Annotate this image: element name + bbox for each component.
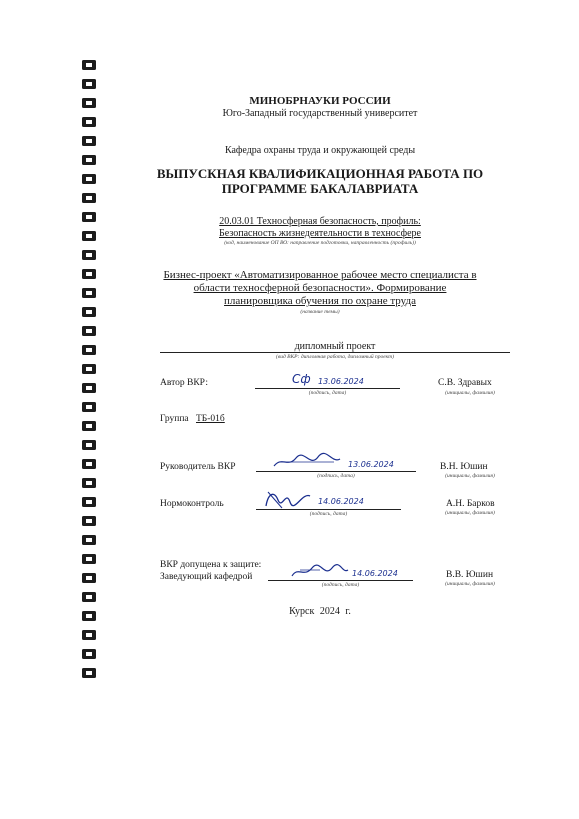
document-title-line2: ПРОГРАММЕ БАКАЛАВРИАТА bbox=[221, 181, 419, 196]
norm-control-name: А.Н. Барков bbox=[446, 499, 495, 509]
norm-control-sign-line bbox=[256, 509, 401, 510]
binding-hole bbox=[86, 557, 92, 561]
head-of-department-label: Заведующий кафедрой bbox=[160, 572, 253, 582]
binding-hole bbox=[86, 234, 92, 238]
author-label: Автор ВКР: bbox=[160, 378, 208, 388]
head-sign-date: 14.06.2024 bbox=[352, 569, 398, 578]
binding-hole bbox=[86, 481, 92, 485]
binding-hole bbox=[86, 443, 92, 447]
head-name-caption: (инициалы, фамилия) bbox=[445, 581, 495, 587]
work-type-caption: (вид ВКР: дипломная работа, дипломный проект) bbox=[276, 354, 394, 360]
department-name: Кафедра охраны труда и окружающей среды bbox=[224, 145, 416, 156]
author-name-caption: (инициалы, фамилия) bbox=[445, 390, 495, 396]
binding-hole bbox=[86, 367, 92, 371]
binding-hole bbox=[86, 576, 92, 580]
direction-caption: (код, наименование ОП ВО: направление подготовки, направленность (профиль)) bbox=[224, 240, 416, 246]
norm-control-label: Нормоконтроль bbox=[160, 499, 224, 509]
binding-hole bbox=[86, 196, 92, 200]
work-type-line bbox=[160, 352, 510, 353]
binding-hole bbox=[86, 272, 92, 276]
binding-hole bbox=[86, 595, 92, 599]
binding-hole bbox=[86, 82, 92, 86]
binding-hole bbox=[86, 671, 92, 675]
binding-hole bbox=[86, 139, 92, 143]
binding-hole bbox=[86, 63, 92, 67]
topic-line2: области техносферной безопасности». Формирование bbox=[193, 282, 447, 294]
binding-hole bbox=[86, 310, 92, 314]
binding-hole bbox=[86, 500, 92, 504]
binding-hole bbox=[86, 614, 92, 618]
head-sign-line bbox=[268, 580, 413, 581]
topic-caption: (название темы) bbox=[300, 309, 340, 315]
author-sign-date: 13.06.2024 bbox=[318, 377, 364, 386]
binding-hole bbox=[86, 538, 92, 542]
norm-control-sign-date: 14.06.2024 bbox=[318, 497, 364, 506]
binding-hole bbox=[86, 405, 92, 409]
binding-hole bbox=[86, 120, 92, 124]
head-signature bbox=[290, 562, 350, 582]
binding-hole bbox=[86, 386, 92, 390]
group-label: Группа bbox=[160, 414, 189, 424]
work-type: дипломный проект bbox=[294, 341, 376, 352]
author-sign-line bbox=[255, 388, 400, 389]
binding-hole bbox=[86, 215, 92, 219]
binding-hole bbox=[86, 329, 92, 333]
supervisor-sign-caption: (подпись, дата) bbox=[317, 473, 355, 479]
topic-line3: планировщика обучения по охране труда bbox=[224, 295, 416, 307]
city-year: Курск 2024 г. bbox=[289, 606, 351, 617]
binding-hole bbox=[86, 519, 92, 523]
document-title-line1: ВЫПУСКНАЯ КВАЛИФИКАЦИОННАЯ РАБОТА ПО bbox=[156, 166, 484, 181]
binding-hole bbox=[86, 348, 92, 352]
binding-hole bbox=[86, 101, 92, 105]
supervisor-name-caption: (инициалы, фамилия) bbox=[445, 473, 495, 479]
group-value: ТБ-01б bbox=[196, 414, 225, 424]
ministry-heading: МИНОБРНАУКИ РОССИИ bbox=[249, 95, 391, 107]
university-name: Юго-Западный государственный университет bbox=[222, 108, 418, 119]
binding-hole bbox=[86, 177, 92, 181]
topic-line1: Бизнес-проект «Автоматизированное рабочее место специалиста в bbox=[163, 269, 477, 281]
author-sign-caption: (подпись, дата) bbox=[308, 390, 347, 396]
admission-label: ВКР допущена к защите: bbox=[160, 560, 262, 570]
supervisor-sign-date: 13.06.2024 bbox=[348, 460, 394, 469]
supervisor-signature bbox=[272, 452, 342, 472]
head-name: В.В. Юшин bbox=[446, 570, 494, 580]
author-name: С.В. Здравых bbox=[438, 378, 492, 388]
binding-hole bbox=[86, 291, 92, 295]
norm-control-name-caption: (инициалы, фамилия) bbox=[445, 510, 495, 516]
binding-hole bbox=[86, 652, 92, 656]
norm-control-sign-caption: (подпись, дата) bbox=[309, 511, 348, 517]
binding-hole bbox=[86, 253, 92, 257]
author-signature: Сф bbox=[292, 372, 311, 386]
direction-line2: Безопасность жизнедеятельности в техносфере bbox=[219, 228, 421, 239]
binding-hole bbox=[86, 424, 92, 428]
binding-hole bbox=[86, 633, 92, 637]
binding-hole bbox=[86, 158, 92, 162]
head-sign-caption: (подпись, дата) bbox=[321, 582, 360, 588]
spiral-binding bbox=[80, 60, 98, 680]
supervisor-sign-line bbox=[256, 471, 416, 472]
supervisor-label: Руководитель ВКР bbox=[160, 462, 236, 472]
supervisor-name: В.Н. Юшин bbox=[440, 462, 488, 472]
binding-hole bbox=[86, 462, 92, 466]
direction-line1: 20.03.01 Техносферная безопасность, профиль: bbox=[219, 216, 421, 227]
